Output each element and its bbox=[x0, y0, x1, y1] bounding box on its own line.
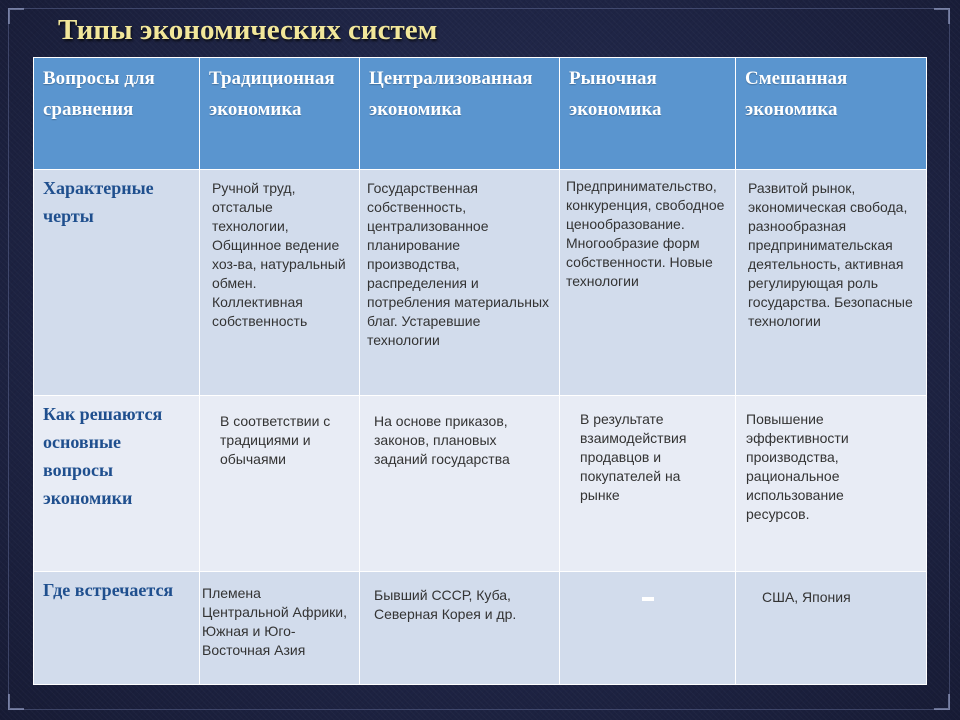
table-row-features bbox=[34, 170, 927, 396]
header-market: Рыночная экономика bbox=[560, 58, 736, 170]
frame-corner bbox=[8, 8, 24, 24]
slide-title: Типы экономических систем bbox=[58, 14, 438, 46]
cell-text bbox=[561, 601, 562, 602]
frame-corner bbox=[934, 694, 950, 710]
cell-traditional-where bbox=[200, 572, 360, 685]
header-traditional: Традиционная экономика bbox=[200, 58, 360, 170]
cell-centralized-decisions bbox=[360, 396, 560, 572]
cell-mixed-where bbox=[736, 572, 927, 685]
table-row-where bbox=[34, 572, 927, 685]
frame-corner bbox=[934, 8, 950, 24]
dash-mark bbox=[642, 597, 654, 601]
row-label-where: Где встречается bbox=[34, 572, 200, 685]
cell-mixed-features bbox=[736, 170, 927, 396]
header-centralized: Централизованная экономика bbox=[360, 58, 560, 170]
table-row-decisions bbox=[34, 396, 927, 572]
cell-market-decisions bbox=[560, 396, 736, 572]
cell-text: Ручной труд, отсталые технологии, Общинное ведение хоз-ва, натуральный обмен. Коллективная собственность bbox=[212, 180, 346, 329]
cell-market-where bbox=[560, 572, 736, 685]
cell-centralized-where bbox=[360, 572, 560, 685]
cell-mixed-decisions bbox=[736, 396, 927, 572]
cell-text: Развитой рынок, экономическая свобода, разнообразная предпринимательская деятельность, активная регулирующая роль государства. Безопасные технологии bbox=[748, 180, 913, 329]
cell-text: Повышение эффективности производства, рациональное использование ресурсов. bbox=[746, 411, 849, 522]
cell-text: Государственная собственность, централизованное планирование производства, распределения и потребления материальных благ. Устаревшие технологии bbox=[367, 180, 550, 348]
cell-traditional-features bbox=[200, 170, 360, 396]
comparison-table bbox=[33, 57, 927, 685]
cell-text: Бывший СССР, Куба, Северная Корея и др. bbox=[374, 587, 517, 622]
frame-corner bbox=[8, 694, 24, 710]
row-label-decisions: Как решаются основные вопросы экономики bbox=[34, 396, 200, 572]
cell-text: Предпринимательство, конкуренция, свободное ценообразование. Многообразие форм собственности. Новые технологии bbox=[566, 178, 725, 289]
cell-text: В результате взаимодействия продавцов и покупателей на рынке bbox=[580, 411, 687, 503]
cell-market-features bbox=[560, 170, 736, 396]
table-header-row bbox=[34, 58, 927, 170]
cell-text: Племена Центральной Африки, Южная и Юго-Восточная Азия bbox=[202, 585, 348, 658]
cell-centralized-features bbox=[360, 170, 560, 396]
cell-text: На основе приказов, законов, плановых заданий государства bbox=[374, 413, 510, 467]
cell-traditional-decisions bbox=[200, 396, 360, 572]
row-label-features: Характерные черты bbox=[34, 170, 200, 396]
header-mixed: Смешанная экономика bbox=[736, 58, 927, 170]
cell-text: В соответствии с традициями и обычаями bbox=[220, 413, 331, 467]
cell-text: США, Япония bbox=[762, 589, 851, 605]
header-questions: Вопросы для сравнения bbox=[34, 58, 200, 170]
